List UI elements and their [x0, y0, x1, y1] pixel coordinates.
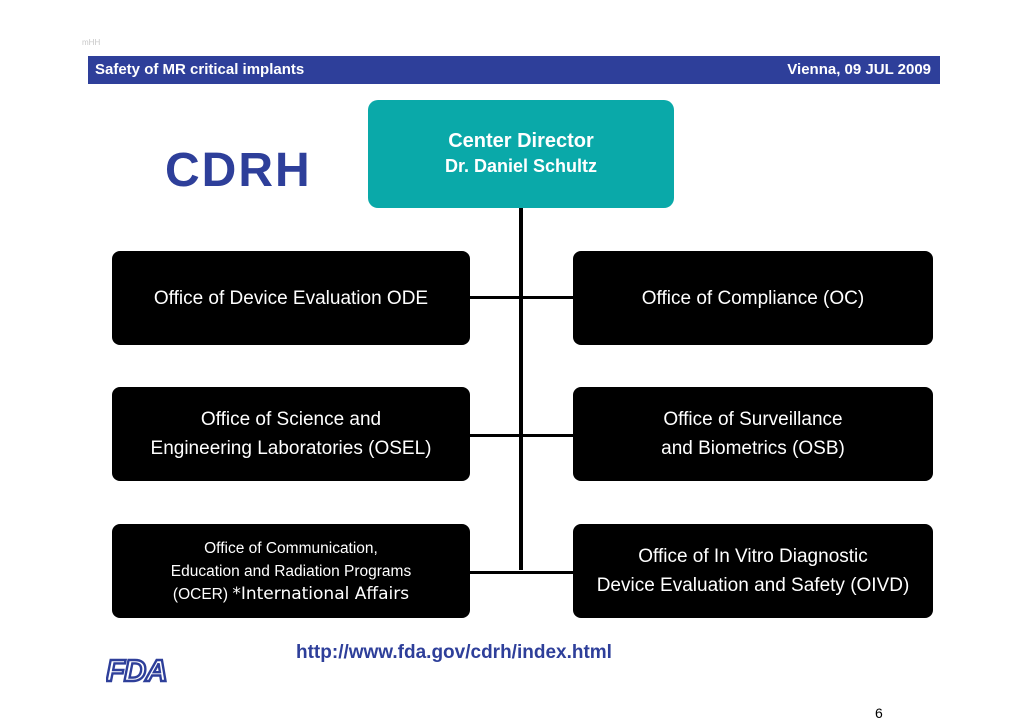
office-ocer-line2: Education and Radiation Programs — [170, 562, 412, 580]
office-ode-label: Office of Device Evaluation ODE — [153, 287, 429, 309]
director-title: Center Director — [448, 130, 594, 152]
office-ocer-acronym: (OCER) — [172, 585, 229, 603]
watermark: mHH — [82, 38, 101, 47]
page-number: 6 — [875, 705, 883, 721]
connector-ode — [470, 296, 573, 299]
office-osel-line2: Engineering Laboratories (OSEL) — [150, 438, 432, 459]
presentation-date: Vienna, 09 JUL 2009 — [787, 61, 931, 78]
org-title: CDRH — [165, 144, 312, 197]
fda-logo — [106, 652, 172, 691]
office-ode — [112, 251, 470, 345]
office-oivd — [573, 524, 933, 618]
fda-logo-icon — [106, 652, 172, 686]
header-bar — [88, 56, 940, 84]
cdrh-url-link[interactable]: http://www.fda.gov/cdrh/index.html — [296, 642, 612, 663]
connector-osel — [470, 434, 573, 437]
svg-text:FDA: FDA — [106, 653, 167, 686]
connector-ocer — [470, 571, 573, 574]
office-osel-line1: Office of Science and — [200, 409, 382, 430]
office-osel — [112, 387, 470, 481]
office-oivd-line2: Device Evaluation and Safety (OIVD) — [596, 575, 910, 596]
office-oc — [573, 251, 933, 345]
office-ocer-international: *International Affairs — [232, 583, 410, 604]
office-oivd-line1: Office of In Vitro Diagnostic — [638, 546, 868, 567]
office-osb — [573, 387, 933, 481]
presentation-title: Safety of MR critical implants — [95, 61, 305, 78]
office-osb-line1: Office of Surveillance — [663, 409, 843, 430]
office-ocer — [112, 524, 470, 618]
office-ocer-line3 — [173, 583, 409, 606]
connector-trunk — [519, 208, 523, 570]
office-ocer-line1: Office of Communication, — [204, 539, 378, 557]
office-osb-line2: and Biometrics (OSB) — [661, 438, 845, 459]
office-oc-label: Office of Compliance (OC) — [641, 287, 865, 309]
director-name: Dr. Daniel Schultz — [444, 156, 598, 176]
center-director-box — [368, 100, 674, 208]
